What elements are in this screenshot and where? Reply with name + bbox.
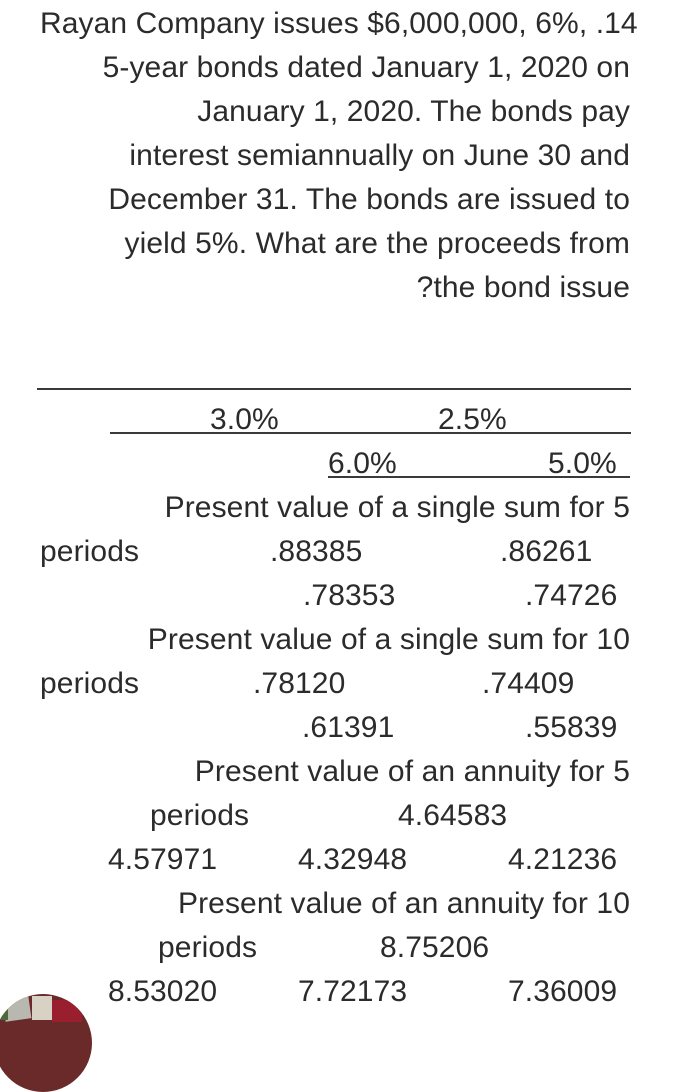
header-rate-2-5: 2.5% — [438, 403, 507, 436]
row-label: Present value of an annuity for 10 — [177, 887, 630, 920]
question-line-4: interest semiannually on June 30 and — [129, 139, 630, 172]
header-rate-3-0: 3.0% — [210, 403, 279, 436]
header-rate-6-0: 6.0% — [328, 447, 397, 480]
question-line-1: Rayan Company issues $6,000,000, 6%, .14 — [40, 7, 638, 40]
question-line-3: January 1, 2020. The bonds pay — [197, 95, 630, 128]
value-cell: .61391 — [302, 711, 395, 744]
value-cell: .55839 — [525, 711, 618, 744]
header-underline-1 — [110, 432, 631, 434]
question-line-2: 5-year bonds dated January 1, 2020 on — [102, 51, 630, 84]
header-rate-5-0: 5.0% — [548, 447, 617, 480]
question-line-6: yield 5%. What are the proceeds from — [124, 227, 630, 260]
value-cell: 8.75206 — [380, 931, 490, 964]
value-cell: 7.72173 — [298, 975, 408, 1008]
value-cell: 4.21236 — [508, 843, 618, 876]
profile-avatar-icon[interactable] — [0, 994, 92, 1092]
row-label: Present value of a single sum for 5 — [164, 491, 630, 524]
value-cell: .74726 — [525, 579, 618, 612]
header-underline-2 — [328, 476, 630, 478]
value-cell: .88385 — [270, 535, 363, 568]
periods-label: periods — [40, 535, 140, 568]
question-line-5: December 31. The bonds are issued to — [108, 183, 630, 216]
row-label: Present value of an annuity for 5 — [194, 755, 630, 788]
value-cell: 8.53020 — [108, 975, 218, 1008]
value-cell: .78120 — [253, 667, 346, 700]
value-cell: 4.57971 — [108, 843, 218, 876]
table-top-rule — [37, 388, 631, 390]
value-cell: .78353 — [303, 579, 396, 612]
value-cell: .74409 — [482, 667, 575, 700]
periods-label: periods — [150, 799, 250, 832]
periods-label: periods — [40, 667, 140, 700]
question-line-7: ?the bond issue — [416, 271, 630, 304]
value-cell: 4.64583 — [398, 799, 508, 832]
value-cell: .86261 — [500, 535, 593, 568]
value-cell: 4.32948 — [298, 843, 408, 876]
value-cell: 7.36009 — [508, 975, 618, 1008]
periods-label: periods — [158, 931, 258, 964]
row-label: Present value of a single sum for 10 — [147, 623, 630, 656]
